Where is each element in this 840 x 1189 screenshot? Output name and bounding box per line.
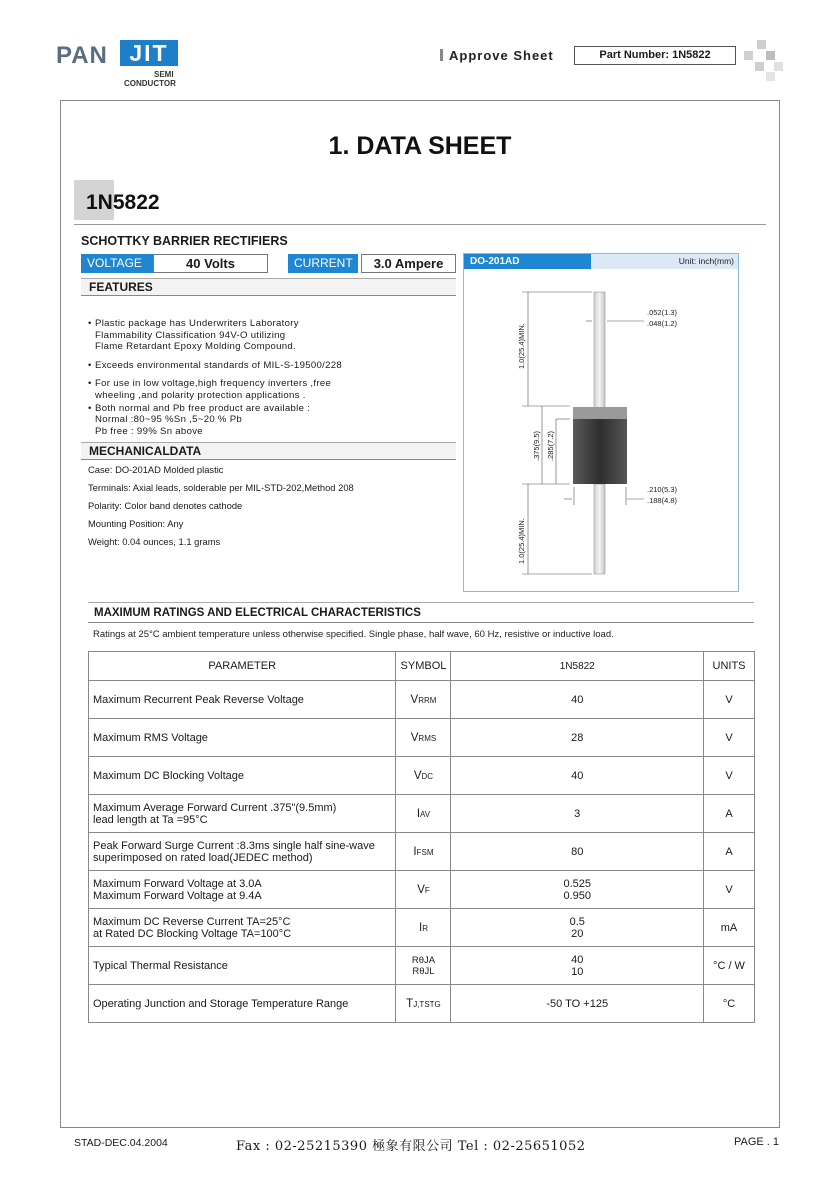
- ratings-table: [88, 651, 755, 1023]
- part-number-box: Part Number: 1N5822: [574, 46, 736, 65]
- row-parameter: [89, 909, 396, 947]
- col-header-parameter: PARAMETER: [89, 652, 396, 681]
- approve-sheet-text: Approve Sheet: [449, 48, 554, 63]
- row-symbol-main: RθJA: [411, 954, 436, 966]
- row-symbol: [396, 681, 451, 719]
- row-symbol-sub: RθJL: [412, 965, 435, 977]
- mechanical-heading: MECHANICALDATA: [81, 442, 456, 460]
- row-symbol: [396, 985, 451, 1023]
- row-symbol: [396, 795, 451, 833]
- package-drawing: [463, 253, 739, 592]
- feature-item: • For use in low voltage,high frequency inverters ,free wheeling ,and polarity protection applications .: [88, 378, 458, 401]
- dim-lead-length-top: 1.0(25.4)MIN.: [517, 323, 526, 369]
- footer-contact: Fax : 02-25215390 極象有限公司 Tel : 02-25651052: [236, 1139, 586, 1154]
- row-parameter: [89, 947, 396, 985]
- row-unit: V: [704, 757, 755, 795]
- row-symbol-main: V: [410, 731, 419, 744]
- row-parameter: [89, 681, 396, 719]
- row-value-line1: 0.5: [569, 915, 585, 928]
- logo-sub-semi: SEMI: [154, 70, 174, 79]
- row-parameter-line1: Maximum RMS Voltage: [93, 731, 208, 744]
- ratings-rows: [89, 681, 755, 1023]
- voltage-value: 40 Volts: [153, 254, 268, 273]
- row-unit: mA: [704, 909, 755, 947]
- package-header: [464, 254, 738, 269]
- features-list: [88, 318, 458, 437]
- row-value: [451, 833, 704, 871]
- voltage-label: VOLTAGE: [81, 254, 153, 273]
- row-symbol-main: V: [410, 693, 419, 706]
- feature-item: • Exceeds environmental standards of MIL-S-19500/228: [88, 360, 458, 372]
- row-parameter-line1: Maximum DC Reverse Current TA=25°C: [93, 915, 291, 928]
- row-parameter-line1: Maximum DC Blocking Voltage: [93, 769, 245, 782]
- row-unit: A: [704, 833, 755, 871]
- diode-outline-drawing: [464, 269, 738, 591]
- row-value: [451, 947, 704, 985]
- company-logo: [56, 36, 186, 88]
- mechanical-item: Weight: 0.04 ounces, 1.1 grams: [88, 536, 221, 547]
- table-row: [89, 947, 755, 985]
- current-label: CURRENT: [288, 254, 358, 273]
- row-parameter: [89, 985, 396, 1023]
- mechanical-item: Terminals: Axial leads, solderable per MIL-STD-202,Method 208: [88, 482, 354, 493]
- row-value: [451, 871, 704, 909]
- row-value-line1: 3: [574, 807, 581, 820]
- mechanical-item: Polarity: Color band denotes cathode: [88, 500, 243, 511]
- row-parameter: [89, 871, 396, 909]
- row-symbol-main: T: [406, 997, 414, 1010]
- row-symbol-main: I: [413, 845, 417, 858]
- dim-body-length-1: .375(9.5): [532, 430, 541, 461]
- row-unit: °C: [704, 985, 755, 1023]
- table-header-row: [89, 652, 755, 681]
- top-lead: [594, 292, 605, 412]
- row-symbol: [396, 947, 451, 985]
- footer-doc-code: STAD-DEC.04.2004: [74, 1137, 168, 1149]
- dim-body-diameter-2: .188(4.8): [647, 496, 678, 505]
- row-symbol-main: V: [413, 769, 422, 782]
- dim-lead-length-bottom: 1.0(25.4)MIN.: [517, 518, 526, 564]
- row-value-line1: 0.525: [563, 877, 591, 890]
- row-value-line2: 20: [571, 927, 584, 940]
- row-value-line2: 10: [571, 965, 584, 978]
- footer-page-number: PAGE . 1: [734, 1136, 780, 1148]
- row-parameter-line2: superimposed on rated load(JEDEC method): [93, 851, 313, 864]
- decorative-dots-icon: [744, 40, 784, 82]
- row-parameter-line1: Operating Junction and Storage Temperature Range: [93, 997, 349, 1010]
- row-parameter: [89, 719, 396, 757]
- logo-sub-conductor: CONDUCTOR: [124, 79, 176, 88]
- row-value: [451, 757, 704, 795]
- row-value-line1: 40: [571, 769, 584, 782]
- table-row: [89, 871, 755, 909]
- row-symbol-main: I: [416, 807, 421, 820]
- row-value: [451, 795, 704, 833]
- row-unit: V: [704, 719, 755, 757]
- row-unit: °C / W: [704, 947, 755, 985]
- row-symbol-sub: R: [422, 923, 428, 933]
- table-row: [89, 757, 755, 795]
- table-row: [89, 681, 755, 719]
- feature-item: • Both normal and Pb free product are available : Normal :80~95 %Sn ,5~20 % Pb Pb free : 99% Sn above: [88, 403, 458, 438]
- row-value: [451, 909, 704, 947]
- row-parameter: [89, 757, 396, 795]
- row-value-line1: 80: [571, 845, 584, 858]
- mechanical-item: Case: DO-201AD Molded plastic: [88, 464, 224, 475]
- row-symbol: [396, 871, 451, 909]
- features-heading: FEATURES: [81, 278, 456, 296]
- logo-highlight: JIT: [120, 40, 178, 66]
- table-row: [89, 795, 755, 833]
- row-symbol: [396, 909, 451, 947]
- table-row: [89, 985, 755, 1023]
- row-parameter-line2: Maximum Forward Voltage at 9.4A: [93, 889, 262, 902]
- row-symbol-main: V: [417, 883, 425, 896]
- dim-lead-diameter-1: .052(1.3): [647, 308, 678, 317]
- row-unit: V: [704, 681, 755, 719]
- product-subtitle: SCHOTTKY BARRIER RECTIFIERS: [81, 234, 288, 248]
- row-value-line2: 0.950: [563, 889, 591, 902]
- row-unit: V: [704, 871, 755, 909]
- row-symbol-sub: RRM: [418, 695, 437, 705]
- col-header-symbol: SYMBOL: [396, 652, 451, 681]
- row-symbol-sub: F: [424, 885, 430, 895]
- approve-bar-icon: [440, 49, 443, 61]
- package-unit: Unit: inch(mm): [678, 256, 734, 266]
- bottom-lead: [594, 484, 605, 574]
- logo-main: PAN: [56, 42, 108, 69]
- row-symbol-sub: J,TSTG: [413, 999, 441, 1009]
- row-parameter: [89, 795, 396, 833]
- table-row: [89, 833, 755, 871]
- approve-sheet-label: [440, 48, 554, 63]
- dim-body-diameter-1: .210(5.3): [647, 485, 678, 494]
- dim-body-length-2: .285(7.2): [546, 430, 555, 461]
- row-value: [451, 985, 704, 1023]
- table-row: [89, 909, 755, 947]
- row-symbol: [396, 757, 451, 795]
- cathode-band: [573, 407, 627, 420]
- row-symbol: [396, 833, 451, 871]
- mechanical-list: [88, 464, 458, 554]
- row-parameter-line2: lead length at Ta =95°C: [93, 813, 208, 826]
- row-parameter-line1: Maximum Average Forward Current .375"(9.5mm): [93, 801, 337, 814]
- row-symbol-sub: AV: [420, 809, 431, 819]
- col-header-units: UNITS: [704, 652, 755, 681]
- col-header-value: 1N5822: [451, 652, 704, 681]
- row-value: [451, 681, 704, 719]
- current-value: 3.0 Ampere: [361, 254, 456, 273]
- row-parameter: [89, 833, 396, 871]
- row-value-line1: 28: [571, 731, 584, 744]
- row-symbol-sub: DC: [421, 771, 434, 781]
- row-parameter-line1: Peak Forward Surge Current :8.3ms single half sine-wave: [93, 839, 375, 852]
- row-unit: A: [704, 795, 755, 833]
- row-parameter-line1: Typical Thermal Resistance: [93, 959, 228, 972]
- row-parameter-line1: Maximum Forward Voltage at 3.0A: [93, 877, 262, 890]
- ratings-heading: MAXIMUM RATINGS AND ELECTRICAL CHARACTERISTICS: [88, 602, 754, 623]
- mechanical-item: Mounting Position: Any: [88, 518, 184, 529]
- dim-lead-diameter-2: .048(1.2): [647, 319, 678, 328]
- part-name: 1N5822: [86, 191, 160, 214]
- part-divider: [74, 224, 766, 225]
- table-row: [89, 719, 755, 757]
- row-parameter-line1: Maximum Recurrent Peak Reverse Voltage: [93, 693, 304, 706]
- row-value-line1: 40: [571, 693, 584, 706]
- row-value-line1: 40: [571, 953, 584, 966]
- row-symbol: [396, 719, 451, 757]
- ratings-note: Ratings at 25°C ambient temperature unless otherwise specified. Single phase, half wave, 60 Hz, resistive or inductive load.: [93, 629, 614, 640]
- row-value: [451, 719, 704, 757]
- package-name: DO-201AD: [464, 254, 591, 269]
- feature-item: • Plastic package has Underwriters Laboratory Flammability Classification 94V-O utilizing Flame Retardant Epoxy Molding Compound.: [88, 318, 458, 353]
- page-title: 1. DATA SHEET: [328, 132, 512, 160]
- row-value-line1: -50 TO +125: [546, 997, 609, 1010]
- row-symbol-sub: RMS: [418, 733, 437, 743]
- row-parameter-line2: at Rated DC Blocking Voltage TA=100°C: [93, 927, 292, 940]
- diode-body: [573, 419, 627, 484]
- row-symbol-main: I: [418, 921, 423, 934]
- row-symbol-sub: FSM: [416, 847, 434, 857]
